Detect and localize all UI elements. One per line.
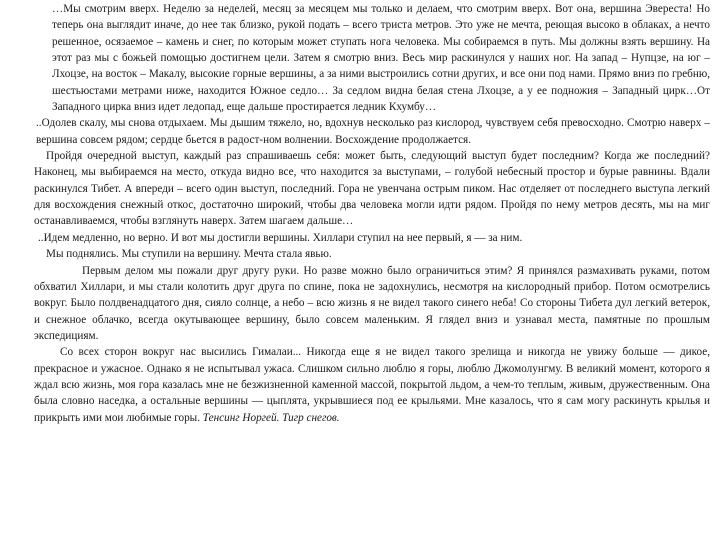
paragraph-reached-summit: ..Идем медленно, но верно. И вот мы достигли вершины. Хиллари ступил на нее первый, я — за ним. (38, 231, 523, 244)
paragraph-rock-rest: ..Одолев скалу, мы снова отдыхаем. Мы дышим тяжело, но, вдохнув несколько раз кислород, чувствуем себя превосходно. Смотрю наверх – вершина совсем рядом; сердце бьется в радост-ном волнении. Восхождение продолжается. (36, 117, 710, 146)
paragraph-himalayas-text: Со всех сторон вокруг нас высились Гималаи... Никогда еще я не видел такого зрелища и никогда не увижу больше — дикое, прекрасное и ужасное. Однако я не испытывал ужаса. Слишком сильно люблю я горы, люблю Джомолунгму. В великий момент, которого я ждал всю жизнь, моя гора казалась мне не безжизненной каменной массой, покрытой льдом, а чем-то теплым, живым, дружественным. Она была словно наседка, а остальные вершины — цыплята, укрывшиеся под ее крыльями. Мне казалось, что я сам могу раскинуть крылья и прикрыть ими мои любимые горы. (34, 346, 710, 424)
paragraph-himalayas (34, 344, 710, 426)
paragraph-dream-real: Мы поднялись. Мы ступили на вершину. Мечта стала явью. (46, 248, 332, 261)
paragraph-summit-view: …Мы смотрим вверх. Неделю за неделей, месяц за месяцем мы только и делаем, что смотрим вверх. Вот она, вершина Эвереста! Но теперь она выглядит иначе, до нее так близко, рукой подать – всего триста метров. Это уже не мечта, реющая высоко в облаках, а нечто решенное, осязаемое – камень и снег, по которым может ступать нога человека. Мы собираемся в путь. Мы должны взять вершину. На этот раз мы с божьей помощью достигнем цели. Затем я смотрю вниз. Весь мир раскинулся у наших ног. На запад – Нупцзе, на юг – Лхоцзе, на восток – Макалу, высокие горные вершины, а за ними выстроились сотни других, и все они под нами. Прямо вниз по гребню, шестьюстами метрами ниже, находится Южное седло… За седлом видна белая стена Лхоцзе, а у ее подножия – Западный цирк…От Западного цирка вниз идет ледопад, еще дальше простирается ледник Кхумбу… (52, 3, 710, 114)
paragraph-last-ledge: Пройдя очередной выступ, каждый раз спрашиваешь себя: может быть, следующий выступ будет последним? Когда же последний? Наконец, мы выбираемся на место, откуда видно все, что находится за выступами, – голубой небесный простор и бурые равнины. Вдали раскинулся Тибет. А впереди – всего один выступ, последний. Гора не увенчана острым пиком. Нас отделяет от последнего выступа легкий для восхождения снежный откос, достаточно широкий, чтобы два человека могли идти рядом. Пройдя по нему метров десять, мы на миг останавливаемся, чтобы взглянуть наверх. Затем шагаем дальше… (34, 150, 710, 228)
paragraph-handshake: Первым делом мы пожали друг другу руки. Но разве можно было ограничиться этим? Я принялся размахивать руками, потом обхватил Хиллари, и мы стали колотить друг друга по спине, пока не задохнулись, несмотря на кислородный прибор. Потом осмотрелись вокруг. Было полдвенадцатого дня, сияло солнце, а небо – всю жизнь я не видел такого синего неба! Со стороны Тибета дул легкий ветерок, и снежное облачко, всегда окутывающее вершину, было совсем маленьким. Я глядел вниз и узнавал места, памятные по прошлым экспедициям. (34, 264, 710, 342)
author-signature: Тенсинг Норгей. Тигр снегов. (202, 411, 340, 424)
